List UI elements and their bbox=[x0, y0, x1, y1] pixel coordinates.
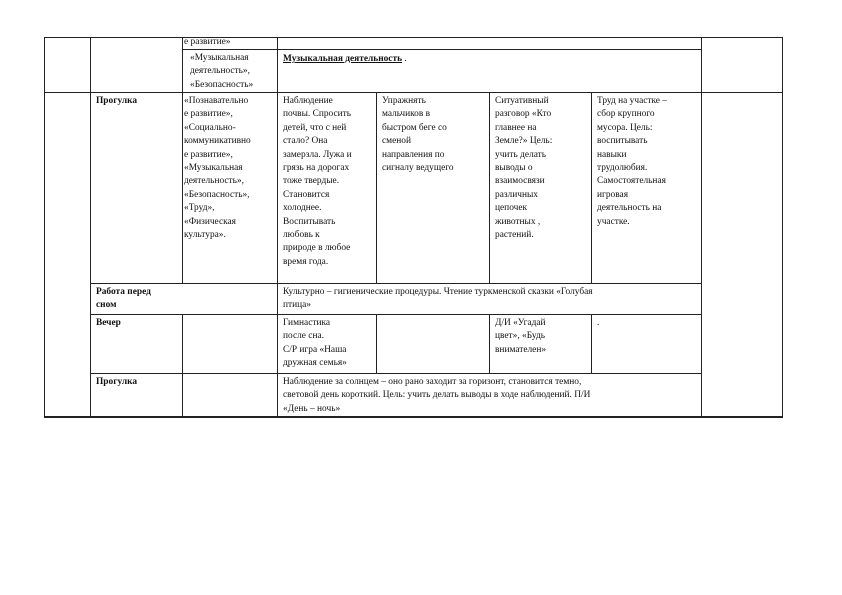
music-row-areas: «Музыкальная деятельность», «Безопасность» bbox=[190, 53, 254, 90]
walk1-conversation: Ситуативный разговор «Кто главнее на Земле?» Цель: учить делать выводы о взаимосвязи различных цепочек животных , растений. bbox=[495, 96, 553, 241]
row-divider bbox=[90, 283, 702, 284]
column-divider bbox=[182, 37, 183, 283]
row-divider bbox=[44, 92, 782, 93]
sleep-activities: Культурно – гигиенические процедуры. Чтение туркменской сказки «Голубая птица» bbox=[283, 287, 593, 311]
table-border-top bbox=[44, 37, 782, 38]
walk2-observation: Наблюдение за солнцем – оно рано заходит за горизонт, становится темно, световой день короткий. Цель: учить делать выводы в ходе наблюдений. П/И «День – ночь» bbox=[283, 377, 591, 414]
column-divider bbox=[376, 92, 377, 283]
table-border-right bbox=[782, 37, 783, 418]
evening-game: Д/И «Угадай цвет», «Будь внимателен» bbox=[495, 318, 547, 355]
evening-dot: . bbox=[597, 318, 600, 328]
walk1-labor: Труд на участке – сбор крупного мусора. Цель: воспитывать навыки трудолюбия. Самостоятельная игровая деятельность на участке. bbox=[597, 96, 667, 227]
column-divider bbox=[489, 314, 490, 373]
column-divider bbox=[591, 92, 592, 283]
column-divider bbox=[591, 314, 592, 373]
column-divider bbox=[376, 314, 377, 373]
walk1-observation: Наблюдение почвы. Спросить детей, что с ней стало? Она замерзла. Лужа и грязь на дорогах тоже твердые. Становится холоднее. Воспитывать любовь к природе в любое время года. bbox=[283, 96, 352, 267]
column-divider bbox=[90, 37, 91, 418]
walk1-areas: «Познавательно е развитие», «Социально- коммуникативно е развитие», «Музыкальная деятельность», «Безопасность», «Труд», «Физическая культура». bbox=[184, 96, 251, 241]
column-divider bbox=[277, 37, 278, 418]
table-border-bottom bbox=[44, 416, 783, 418]
column-divider bbox=[701, 37, 702, 418]
sleep-label: Работа перед сном bbox=[96, 287, 151, 311]
music-row-title bbox=[283, 53, 693, 66]
table-border-left bbox=[44, 37, 45, 418]
walk1-label: Прогулка bbox=[96, 96, 138, 106]
music-title-suffix: . bbox=[402, 54, 407, 64]
evening-label: Вечер bbox=[96, 318, 121, 328]
row-top-fragment: е развитие» bbox=[184, 37, 231, 47]
evening-gymnastics: Гимнастика после сна. С/Р игра «Наша дружная семья» bbox=[283, 318, 347, 369]
column-divider bbox=[182, 314, 183, 418]
walk2-label: Прогулка bbox=[96, 377, 138, 387]
music-title-text: Музыкальная деятельность bbox=[283, 54, 403, 64]
walk1-exercise: Упражнять мальчиков в быстром беге со сменой направления по сигналу ведущего bbox=[382, 96, 454, 174]
column-divider bbox=[489, 92, 490, 283]
